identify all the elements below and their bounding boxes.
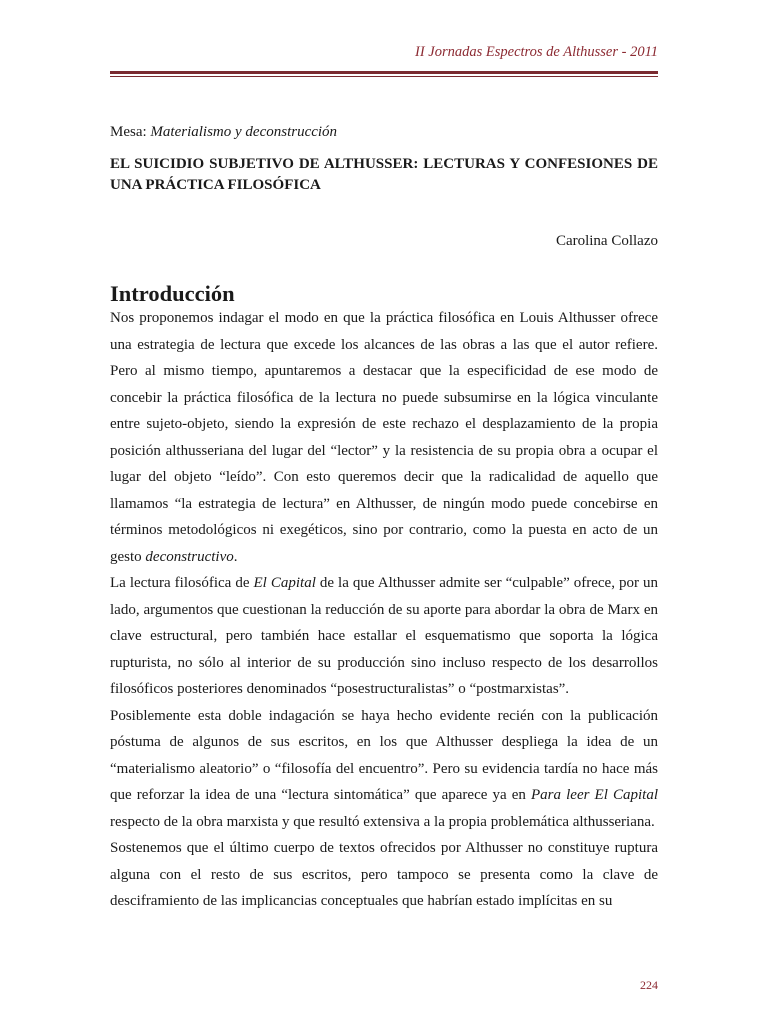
paragraph-3-text: Posiblemente esta doble indagación se haya hecho evidente recién con la publicación póstuma de algunos de sus escritos, en los que Althusser despliega la idea de un “materialismo aleatorio” o “filosofía del encuentro”. Pero su evidencia tardía no hace más que reforzar la idea de una “lectura sintomática” que aparece ya en xyxy=(110,707,658,803)
paper-title: EL SUICIDIO SUBJETIVO DE ALTHUSSER: LECTURAS Y CONFESIONES DE UNA PRÁCTICA FILOSÓFICA xyxy=(110,156,658,193)
paragraph-3-emphasis: Para leer El Capital xyxy=(531,787,658,803)
paragraph-3-end: respecto de la obra marxista y que resultó extensiva a la propia problemática althusseriana. xyxy=(110,813,655,830)
mesa-name: Materialismo y deconstrucción xyxy=(150,124,338,140)
paragraph-3 xyxy=(110,703,658,836)
paragraph-2-emphasis: El Capital xyxy=(253,575,316,591)
paragraph-1-text: Nos proponemos indagar el modo en que la práctica filosófica en Louis Althusser ofrece una estrategia de lectura que excede los alcances de las obras a las que el autor refiere. Pero al mismo tiempo, apuntaremos a destacar que la especificidad de ese modo de concebir la práctica filosófica de la lectura no puede subsumirse en la lógica vinculante entre sujeto-objeto, siendo la expresión de este rechazo el desplazamiento de la propia posición althusseriana del lugar del “lector” y la resistencia de su propia obra a ocupar el lugar del objeto “leído”. Con esto queremos decir que la radicalidad de aquello que llamamos “la estrategia de lectura” en Althusser, de ningún modo puede concebirse en términos metodológicos ni exegéticos, sino por contrario, como la puesta en acto de un gesto xyxy=(110,310,658,565)
paragraph-1-emphasis: deconstructivo xyxy=(145,548,234,565)
paragraph-2 xyxy=(110,570,658,703)
header-rule-thick xyxy=(110,71,658,74)
header-rule-thin xyxy=(110,76,658,77)
paragraph-1 xyxy=(110,305,658,570)
body-text xyxy=(110,305,658,915)
mesa-line xyxy=(110,120,658,144)
author-name: Carolina Collazo xyxy=(555,233,658,249)
paragraph-2-text: La lectura filosófica de xyxy=(110,575,254,591)
running-header-title: II Jornadas Espectros de Althusser - 2011 xyxy=(415,44,658,60)
paragraph-2-end: de la que Althusser admite ser “culpable” ofrece, por un lado, argumentos que cuestionan la reducción de su aporte para abordar la obra de Marx en clave estructural, pero también hace estallar el esquematismo que soporta la lógica rupturista, no sólo al interior de su producción sino incluso respecto de los desarrollos filosóficos posteriores denominados “posestructuralistas” o “postmarxistas”. xyxy=(110,575,658,697)
paragraph-4: Sostenemos que el último cuerpo de textos ofrecidos por Althusser no constituye ruptura alguna con el resto de sus escritos, pero tampoco se presenta como la clave de desciframiento de las implicancias conceptuales que habrían estado implícitas en su xyxy=(110,840,658,909)
page-number: 224 xyxy=(640,978,658,992)
page-content xyxy=(110,120,658,915)
paragraph-1-end: . xyxy=(233,548,238,565)
section-heading: Introducción xyxy=(110,281,235,306)
mesa-label: Mesa: xyxy=(110,124,151,140)
